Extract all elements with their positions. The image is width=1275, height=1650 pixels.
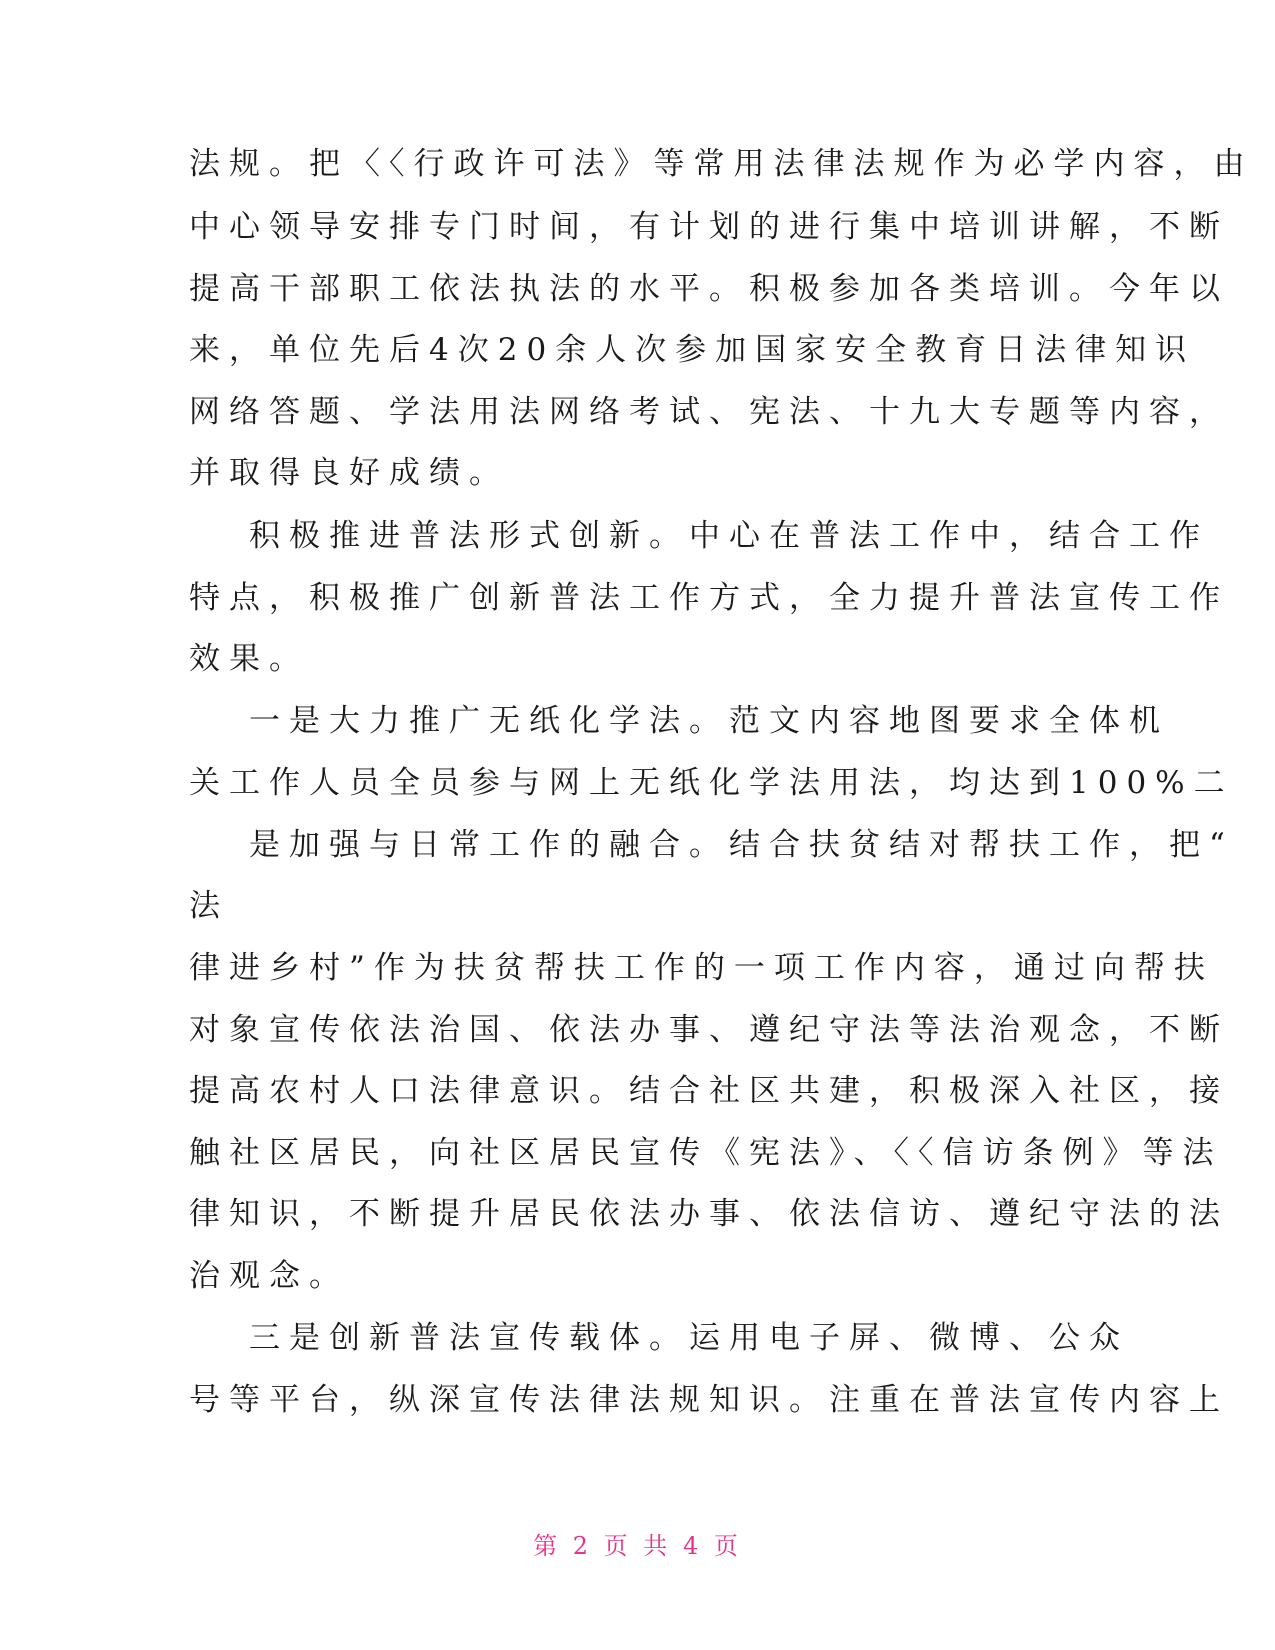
- paragraph-two-start: 是加强与日常工作的融合。结合扶贫结对帮扶工作，把“: [249, 827, 1234, 863]
- body-text-line-6: 并取得良好成绩。: [189, 455, 509, 491]
- body-text-line-15: 对象宣传依法治国、依法办事、遵纪守法等法治观念，不断: [189, 1012, 1229, 1048]
- body-text-line-18: 律知识，不断提升居民依法办事、依法信访、遵纪守法的法: [189, 1196, 1229, 1232]
- body-text-line-2: 中心领导安排专门时间，有计划的进行集中培训讲解，不断: [189, 209, 1229, 245]
- body-text-line-8: 特点，积极推广创新普法工作方式，全力提升普法宣传工作: [189, 580, 1229, 616]
- body-text-line-14: 律进乡村”作为扶贫帮扶工作的一项工作内容，通过向帮扶: [189, 950, 1214, 986]
- page-number-footer: 第 2 页 共 4 页: [533, 1532, 742, 1560]
- paragraph-innovation-heading: 积极推进普法形式创新。中心在普法工作中，结合工作: [249, 518, 1209, 554]
- paragraph-three-start: 三是创新普法宣传载体。运用电子屏、微博、公众: [249, 1320, 1129, 1356]
- body-text-line-16: 提高农村人口法律意识。结合社区共建，积极深入社区，接: [189, 1073, 1229, 1109]
- body-text-line-9: 效果。: [189, 641, 309, 677]
- body-text-line-19: 治观念。: [189, 1258, 349, 1294]
- body-text-line-17: 触社区居民，向社区居民宣传《宪法》、〈〈信访条例》等法: [189, 1135, 1223, 1171]
- body-text-line-21: 号等平台，纵深宣传法律法规知识。注重在普法宣传内容上: [189, 1382, 1229, 1418]
- body-text-line-5: 网络答题、学法用法网络考试、宪法、十九大专题等内容，: [189, 394, 1229, 430]
- body-text-line-11: 关工作人员全员参与网上无纸化学法用法，均达到100%二: [189, 765, 1234, 801]
- paragraph-one-start: 一是大力推广无纸化学法。范文内容地图要求全体机: [249, 703, 1169, 739]
- body-text-line-3: 提高干部职工依法执法的水平。积极参加各类培训。今年以: [189, 271, 1229, 307]
- body-text-line-4: 来，单位先后4次20余人次参加国家安全教育日法律知识: [189, 332, 1196, 368]
- body-text-line-1: 法规。把〈〈行政许可法》等常用法律法规作为必学内容，由: [189, 146, 1254, 182]
- body-text-line-13: 法: [189, 888, 229, 924]
